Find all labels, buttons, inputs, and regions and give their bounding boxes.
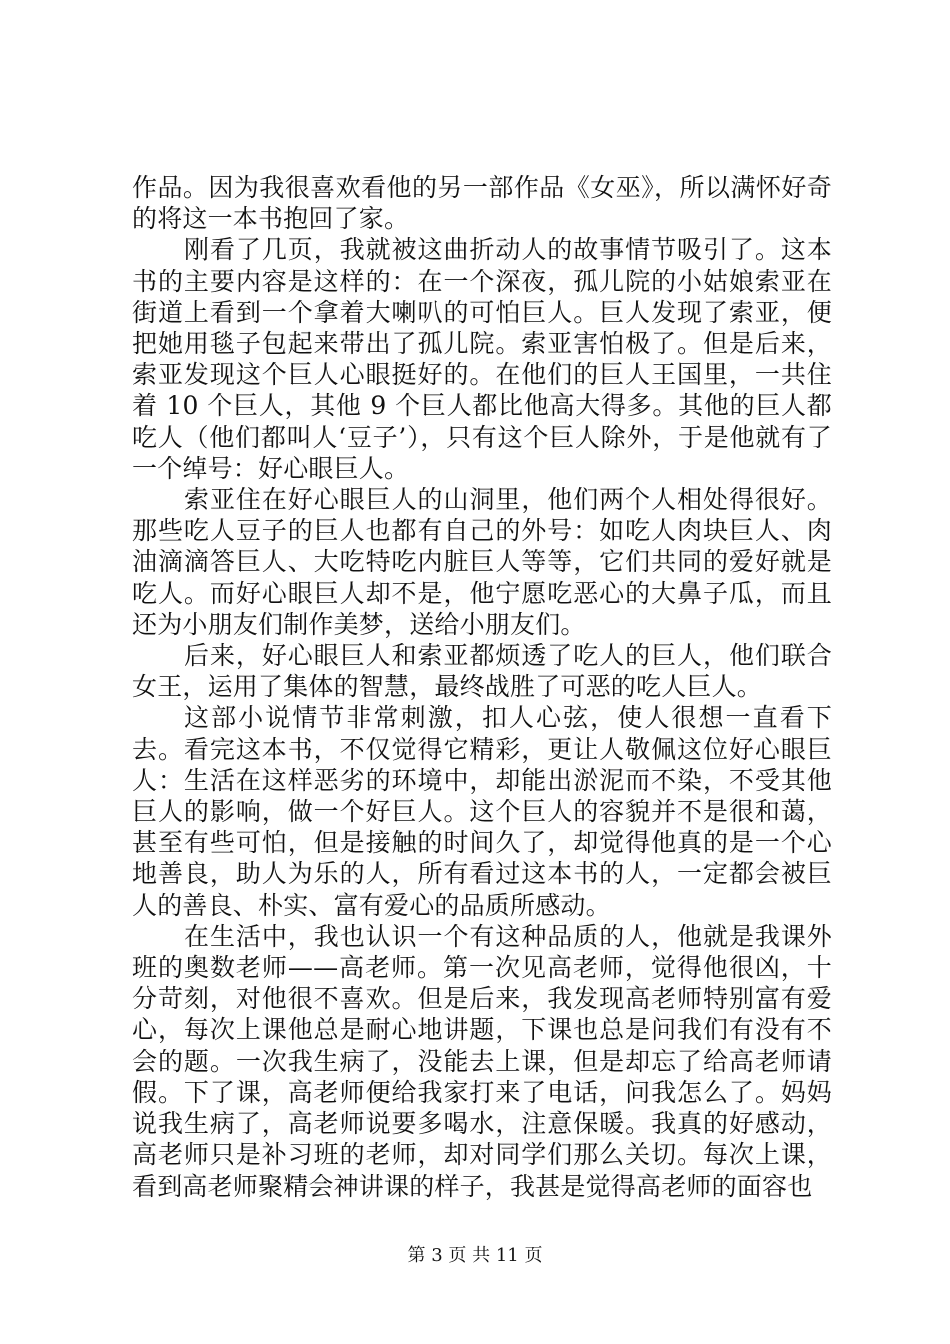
paragraph: 这部小说情节非常刺激，扣人心弦，使人很想一直看下去。看完这本书，不仅觉得它精彩，更让人敬佩这位好心眼巨人：生活在这样恶劣的环境中，却能出淤泥而不染，不受其他巨人的影响，做一个好巨人。这个巨人的容貌并不是很和蔼，甚至有些可怕，但是接触的时间久了，却觉得他真的是一个心地善良，助人为乐的人，所有看过这本书的人，一定都会被巨人的善良、朴实、富有爱心的品质所感动。 xyxy=(132,703,832,920)
paragraph: 作品。因为我很喜欢看他的另一部作品《女巫》，所以满怀好奇的将这一本书抱回了家。 xyxy=(132,173,832,234)
paragraph: 索亚住在好心眼巨人的山洞里，他们两个人相处得很好。那些吃人豆子的巨人也都有自己的外号：如吃人肉块巨人、肉油滴滴答巨人、大吃特吃内脏巨人等等，它们共同的爱好就是吃人。而好心眼巨人却不是，他宁愿吃恶心的大鼻子瓜，而且还为小朋友们制作美梦，送给小朋友们。 xyxy=(132,485,832,639)
paragraph: 刚看了几页，我就被这曲折动人的故事情节吸引了。这本书的主要内容是这样的：在一个深夜，孤儿院的小姑娘索亚在街道上看到一个拿着大喇叭的可怕巨人。巨人发现了索亚，便把她用毯子包起来带出了孤儿院。索亚害怕极了。但是后来，索亚发现这个巨人心眼挺好的。在他们的巨人王国里，一共住着 10 个巨人，其他 9 个巨人都比他高大得多。其他的巨人都吃人（他们都叫人‘豆子’），只有这个巨人除外，于是他就有了一个绰号：好心眼巨人。 xyxy=(132,235,832,483)
document-body xyxy=(132,172,832,1202)
paragraph: 后来，好心眼巨人和索亚都烦透了吃人的巨人，他们联合女王，运用了集体的智慧，最终战胜了可恶的吃人巨人。 xyxy=(132,641,832,702)
page-number-footer: 第 3 页 共 11 页 xyxy=(407,1245,543,1266)
paragraph: 在生活中，我也认识一个有这种品质的人，他就是我课外班的奥数老师——高老师。第一次见高老师，觉得他很凶，十分苛刻，对他很不喜欢。但是后来，我发现高老师特别富有爱心，每次上课他总是耐心地讲题，下课也总是问我们有没有不会的题。一次我生病了，没能去上课，但是却忘了给高老师请假。下了课，高老师便给我家打来了电话，问我怎么了。妈妈说我生病了，高老师说要多喝水，注意保暖。我真的好感动，高老师只是补习班的老师，却对同学们那么关切。每次上课，看到高老师聚精会神讲课的样子，我甚是觉得高老师的面容也 xyxy=(132,921,832,1201)
